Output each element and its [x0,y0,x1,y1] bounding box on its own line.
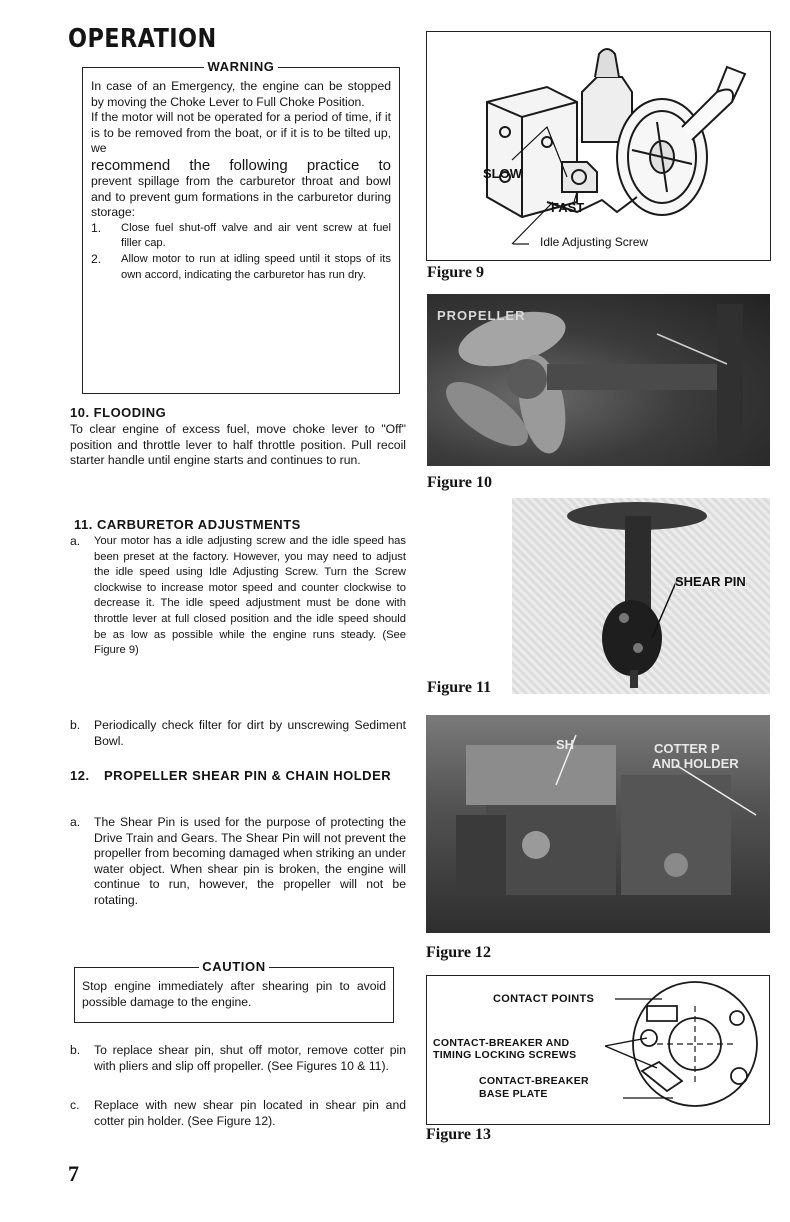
section-12-item-b-text: To replace shear pin, shut off motor, remove cotter pin with pliers and slip off propeller. (See Figures 10 & 11). [94,1043,406,1073]
figure-10-caption: Figure 10 [427,474,493,491]
warning-heading [83,59,399,75]
section-11-heading: 11. CARBURETOR ADJUSTMENTS [74,517,301,532]
warning-box [82,59,400,394]
warning-para-1: In case of an Emergency, the engine can be stopped by moving the Choke Lever to Full Choke Position. [91,79,391,109]
shear-pin-icon [512,498,770,694]
section-10-heading: 10. FLOODING [70,405,167,420]
warning-item-2-num: 2. [91,251,102,266]
label-idle-adjusting-screw: Idle Adjusting Screw [540,235,649,249]
section-10-text: To clear engine of excess fuel, move choke lever to "Off" position and throttle lever to half throttle position. Pull recoil starter handle until engine starts and continues to run. [70,422,406,468]
figure-12-photo [426,715,770,933]
label-contact-points: CONTACT POINTS [493,993,595,1005]
carburetor-drawing [427,32,770,260]
figure-13-frame [426,975,770,1125]
label-base-plate-line-2: BASE PLATE [479,1088,548,1100]
caution-text: Stop engine immediately after shearing pin to avoid possible damage to the engine. [82,979,386,1009]
figure-11-photo [512,498,770,694]
caution-heading-text: CAUTION [199,959,268,974]
figure-13-caption: Figure 13 [426,1126,492,1143]
section-11-item-a-text: Your motor has a idle adjusting screw and the idle speed has been preset at the factory. However, you may need to adjust the idle speed using Idle Adjusting Screw. Turn the Screw clockwise to increase motor speed and counter clockwise to decrease it. The idle speed adjustment must be done with throttle lever at full closed position and the idle speed should be as low as possible while the engine runs steady. (See Figure 9) [94,535,406,657]
label-base-plate-line-1: CONTACT-BREAKER [479,1075,589,1087]
section-12-item-b-num: b. [70,1043,81,1057]
section-12-item-c-num: c. [70,1098,80,1112]
section-12-item-b [70,1043,406,1074]
label-sh: SH [556,737,575,752]
figure-11-caption: Figure 11 [427,679,492,696]
warning-item-1-text: Close fuel shut-off valve and air vent screw at fuel filler cap. [121,221,391,250]
page-title: OPERATION [68,24,217,54]
section-12-heading [70,768,400,784]
warning-para-2b: recommend the following practice to [91,156,391,174]
page-number: 7 [68,1161,79,1186]
warning-item-2 [91,252,391,283]
section-12-heading-num: 12. [70,768,90,783]
label-breaker-screws [433,1037,576,1061]
section-12-item-a [70,815,406,909]
label-propeller: PROPELLER [437,308,526,323]
caution-box [74,959,394,1023]
warning-item-1-num: 1. [91,220,102,235]
label-slow: SLOW [483,166,522,181]
figure-10-photo [427,294,770,466]
section-11-item-b [70,718,406,749]
section-12-heading-text: PROPELLER SHEAR PIN & CHAIN HOLDER [104,768,392,783]
section-11-item-a-num: a. [70,534,81,548]
section-11-item-a [70,534,406,659]
figure-9-frame [426,31,771,261]
label-holder: AND HOLDER [652,756,739,771]
label-breaker-screws-line-1: CONTACT-BREAKER AND [433,1037,570,1049]
figure-9-caption: Figure 9 [427,264,485,281]
label-shear-pin: SHEAR PIN [675,574,746,589]
caution-heading [75,959,393,975]
warning-item-1 [91,221,391,252]
section-12-item-a-text: The Shear Pin is used for the purpose of protecting the Drive Train and Gears. The Shear Pin will not prevent the propeller from becoming damaged when striking an under water object. When shear pin is broken, the engine will continue to run, however, the propeller will not be rotating. [94,815,406,907]
warning-para-2c: prevent spillage from the carburetor throat and bowl and to prevent gum formations in the carburetor during storage: [91,173,391,220]
label-base-plate [479,1075,589,1101]
warning-para-2a: If the motor will not be operated for a period of time, if it is to be removed from the boat, or if it is to be tilted up, we [91,110,391,156]
figure-12-caption: Figure 12 [426,944,492,961]
section-11-item-b-num: b. [70,718,81,732]
label-breaker-screws-line-2: TIMING LOCKING SCREWS [433,1049,577,1061]
warning-heading-text: WARNING [204,59,277,74]
label-fast: FAST [551,200,585,215]
section-11-item-b-text: Periodically check filter for dirt by unscrewing Sediment Bowl. [94,718,406,748]
label-cotter: COTTER P [654,741,720,756]
section-12-item-a-num: a. [70,815,81,829]
section-12-item-c [70,1098,406,1129]
warning-item-2-text: Allow motor to run at idling speed until it stops of its own accord, indicating the carburetor has run dry. [121,252,391,281]
section-12-item-c-text: Replace with new shear pin located in shear pin and cotter pin holder. (See Figure 12). [94,1098,406,1128]
